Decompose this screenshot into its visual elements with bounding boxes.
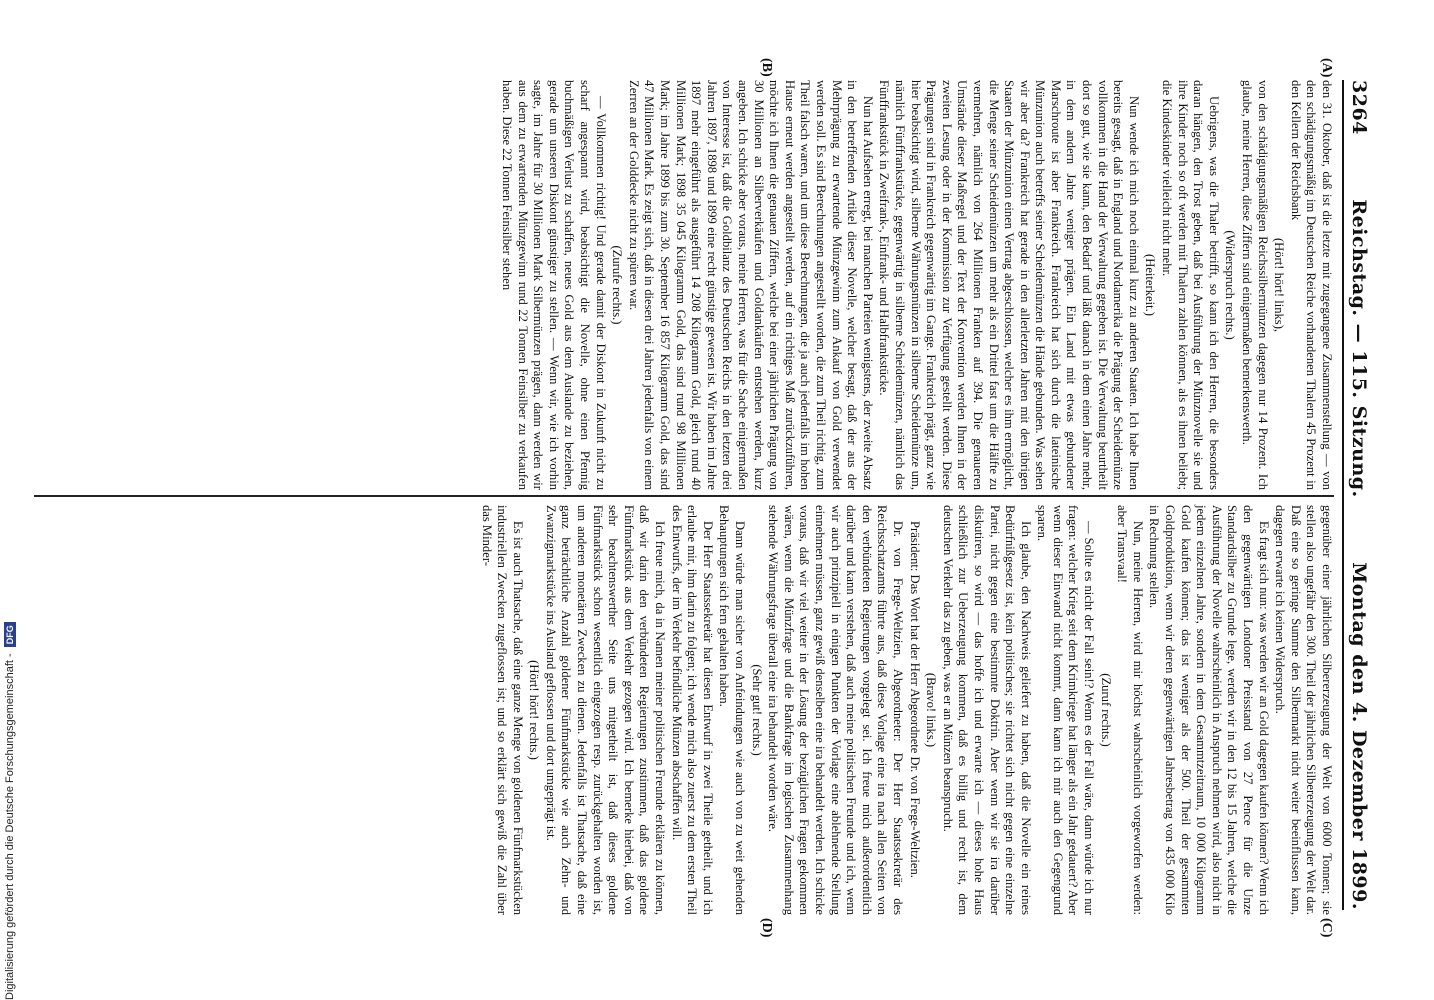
page-header [1342,80,1384,910]
paragraph: Ich freue mich, da in Namen meiner politischen Freunde erklären zu können, daß wir darin den verbündeten Regierungen zustimmen, daß das goldene Fünfmarkstück aus dem Verkehr gezogen wird. Ich bemerke hierbei, daß von sehr beachtenswerther Seite uns mitgetheilt ist, daß dieses goldene Fünfmarkstück schon wesentlich eingezogen resp. zurückgehalten worden ist, um anderen monetären Zwecken zu dienen. Jedenfalls ist Thatsache, daß eine ganz beträchtliche Anzahl goldener Fünfmarkstücke wie auch Zehn- und Zwanzigmarkstücke ins Ausland geflossen und dort umgeprägt ist. [543,505,668,915]
paragraph: Es ist auch Thatsache, daß eine ganze Menge von goldenen Fünfmarkstücken industriellen Zwecken zugeflossen ist; und so erklärt sich gewiß die Zahl über das Minder- [479,505,525,915]
interjection: (Zuruf rechts.) [1098,673,1113,747]
paragraph: von den schädigungsmäßigen Reichssilbermünzen dagegen nur 14 Prozent. Ich glaube, meine Herren, diese Ziffern sind einigermaßen bemerkenswerth. [1240,80,1270,490]
page-number: 3264 [1348,80,1370,135]
digitization-credit [4,0,16,1000]
interjection: (Heiterkeit.) [1143,254,1158,316]
interjection: (Widerspruch rechts.) [1223,230,1238,340]
paragraph: Nun wende ich mich noch einmal kurz zu anderen Staaten. Ich habe Ihnen bereits gesagt, daß in England und Nordamerika die Prägung der Scheidemünze vollkommen in die Hand der Verwaltung gegeben ist. Die Verwaltung beurtheilt dort so gut, wie sie kann, den Bedarf und läßt danach in dem einen Jahre mehr, in dem andern Jahre weniger prägen. Ein Land mit etwas gebundener Marschroute ist aber Frankreich. Frankreich hat sich durch die lateinische Münzunion auch betreffs seiner Scheidemünzen die Hände gebunden. Was sehen wir aber da? Frankreich hat gerade in den allerletzten Jahren mit den übrigen Staaten der Münzunion einen Vertrag abgeschlossen, welcher es ihm ermöglicht, die Menge seiner Scheidemünzen um mehr als ein Drittel fast um die Hälfte zu vermehren, nämlich von 264 Millionen Franken auf 394. Die genaueren Umstände dieser Maßregel und der Text der Konvention werden Ihnen in der zweiten Lesung oder in der Kommission zur Verfügung gestellt werden. Diese Prägungen sind in Frankreich gegenwärtig im Gange. Frankreich prägt, ganz wie hier beabsichtigt wird, silberne Währungsmünzen in silberne Scheidemünze um, nämlich Fünffrankstücke, gegenwärtig in silberne Scheidemünzen, nämlich das Fünffrankstück in Zweifrank-, Einfrank- und Halbfrankstücke. [877,80,1141,490]
paragraph: Es fragt sich nun: was werden wir an Gold dagegen kaufen können? Wenn ich den gegenwärtigen Londoner Preisstand von 27 Pence für die Unze Standardsilber zu Grunde lege, werden wir in den 12 bis 15 Jahren, welche die Ausführung der Novelle wahrscheinlich in Anspruch nehmen wird, also nicht in jedem einzelnen Jahre, sondern in dem Gesammtzeitraum, 10 000 Kilogramm Gold kaufen können; das ist weniger als der 500. Theil der gesammten Goldproduktion, wenn wir deren gegenwärtigen Jahresbetrag von 435 000 Kilo in Rechnung stellen. [1147,505,1271,915]
paragraph: Ich glaube, den Nachweis geliefert zu haben, daß die Novelle ein reines Bedürfnißgesetz ist, kein politisches; sie richtet sich nicht gegen eine einzelne Partei, nicht gegen eine bestimmte Doktrin. Aber wenn wir sie ira darüber diskutiren, so wird — das hoffe ich und erwarte ich — dieses hohe Haus schließlich zur Ueberzeugung kommen, daß es billig und recht ist, dem deutschen Verkehr das zu geben, was er an Münzen beansprucht. [940,505,1033,915]
interjection: (Hört! hört! rechts.) [527,660,542,760]
paragraph: Dr. von Frege-Weltzien, Abgeordneter: Der Herr Staatssekretär des Reichsschatzamts führte aus, daß diese Vorlage eine ira nach allen Seiten von den verbündeten Regierungen vorgelegt sei. Ich freue mich außerordentlich darüber und kann verstehen, daß auch meine politischen Freunde und ich, wenn wir auch prinzipiell in einigen Punkten der Vorlage eine ablehnende Stellung einnehmen müssen, ganz gewiß denselben eine ira behandelt werden. Ich schicke voraus, daß wir viel weiter in der Lösung der bezüglichen Fragen gekommen wären, wenn die Münzfrage und die Bankfrage im logischen Zusammenhang stehende Währungsfrage überall eine ira behandelt worden wäre. [766,505,905,915]
paragraph: — Vollkommen richtig! Und gerade damit der Diskont in Zukunft nicht zu scharf angespannt wird, beabsichtigt die Novelle, ohne einen Pfennig buchmäßigen Verlust zu schaffen, neues Gold aus dem Auslande zu beziehen, gerade um unseren Diskont günstiger zu stellen. — Wenn wir, wie ich vorhin sagte, im Jahre für 30 Millionen Mark Silbermünzen prägen, dann werden wir aus dem zu erwartenden Münzgewinn rund 22 Tonnen Feinsilber zu verkaufen haben. Diese 22 Tonnen Feinsilber stehen [500,80,608,490]
interjection: (Sehr gut! rechts.) [749,664,764,756]
margin-marker-c: (C) [1319,918,1334,938]
dfg-logo: DFG [4,622,16,647]
session-date: Montag den 4. Dezember 1899. [1348,562,1370,910]
credit-text: Digitalisierung gefördert durch die Deutsche Forschungsgemeinschaft - [4,653,16,1000]
paragraph: gegenüber einer jährlichen Silbererzeugung der Welt von 6000 Tonnen; sie stellen also ungefähr den 300. Theil der jährlichen Silbererzeugung der Welt dar. Daß eine so geringe Summe den Silbermarkt nicht weiter beeinflussen kann, dagegen erwarte ich keinen Widerspruch. [1273,505,1334,915]
paragraph: Nun, meine Herren, wird mir höchst wahrscheinlich vorgeworfen werden: aber Transvaal! [1115,505,1145,915]
paragraph: — Sollte es nicht der Fall sein!? Wenn es der Fall wäre, dann würde ich nur fragen: welcher Krieg seit dem Krimkriege hat länger als ein Jahr gedauert? Aber wenn dieser Einwand nicht kommt, dann kann ich mir auch den Gegengrund sparen. [1035,505,1097,915]
interjection: (Hört! hört! links), [1272,237,1287,333]
paragraph: Nun hat Aufsehen erregt, bei manchen Parteien wenigstens, der zweite Absatz in den betreffenden Artikel dieser Novelle, welcher besagt, daß der aus der Mehrprägung zu erwartende Münzgewinn zum Ankauf von Gold verwendet werden soll. Es sind Berechnungen angestellt worden, die zum Theil richtig, zum Theil falsch waren, und um diese Berechnungen, die ja auch jedenfalls im hohen Hause erneut werden angestellt werden, auf ein richtiges Maß zurückzuführen, möchte ich Ihnen die genauen Ziffern, welche bei einer jährlichen Prägung von 30 Millionen an Silberverkäufen und Goldankäufen entstehen werden, kurz angeben. Ich schicke aber voraus, meine Herren, was für die Sache einigermaßen von Interesse ist, daß die Goldbilanz des Deutschen Reichs in den letzten drei Jahren 1897, 1898 und 1899 eine recht günstige gewesen ist. Wir haben im Jahre 1897 mehr eingeführt als ausgeführt 14 208 Kilogramm Gold, gleich rund 40 Millionen Mark; 1898 35 045 Kilogramm Gold, das sind rund 98 Millionen Mark; im Jahre 1899 bis zum 30. September 16 857 Kilogramm Gold, das sind 47 Millionen Mark. Es zeigt sich, daß in diesen drei Jahren jedenfalls von einem Zerren an der Golddecke nicht zu spüren war. [626,80,875,490]
margin-marker-d: (D) [759,918,774,938]
paragraph: Der Herr Staatssekretär hat diesen Entwurf in zwei Theile getheilt, und ich erlaube mir, ihm darin zu folgen; ich wende mich also zuerst zu dem ersten Theil des Entwurfs, der im Verkehr befindliche Münzen abschaffen will. [669,505,715,915]
interjection: (Zurufe rechts.) [610,245,625,325]
margin-marker-b: (B) [759,58,774,77]
right-column [477,505,1334,915]
margin-marker-a: (A) [1319,58,1334,78]
left-column [498,80,1334,490]
column-divider [34,495,1334,497]
paragraph: den 31. Oktober, daß ist die letzte mit zugegangene Zusammenstellung — von den schädigungsmäßig im Deutschen Reiche vorhandenen Thalern 45 Prozent in den Kellern der Reichsbank [1288,80,1334,490]
paragraph: Dann würde man sicher von Anfeindungen wie auch von zu weit gehenden Behauptungen sich fern gehalten haben. [717,505,748,915]
paragraph: Uebrigens, was die Thaler betrifft, so kann ich den Herren, die besonders daran hängen, den Trost geben, daß bei Ausführung der Münznovelle sie und ihre Kinder noch so oft werden mit Thalern zahlen können, als es ihnen beliebt; die Kindeskinder vielleicht nicht mehr. [1160,80,1221,490]
interjection: (Bravo! links.) [924,672,939,748]
paragraph: Präsident: Das Wort hat der Herr Abgeordnete Dr. von Frege-Weltzien. [907,521,922,878]
session-title: Reichstag. — 115. Sitzung. [1348,199,1370,498]
